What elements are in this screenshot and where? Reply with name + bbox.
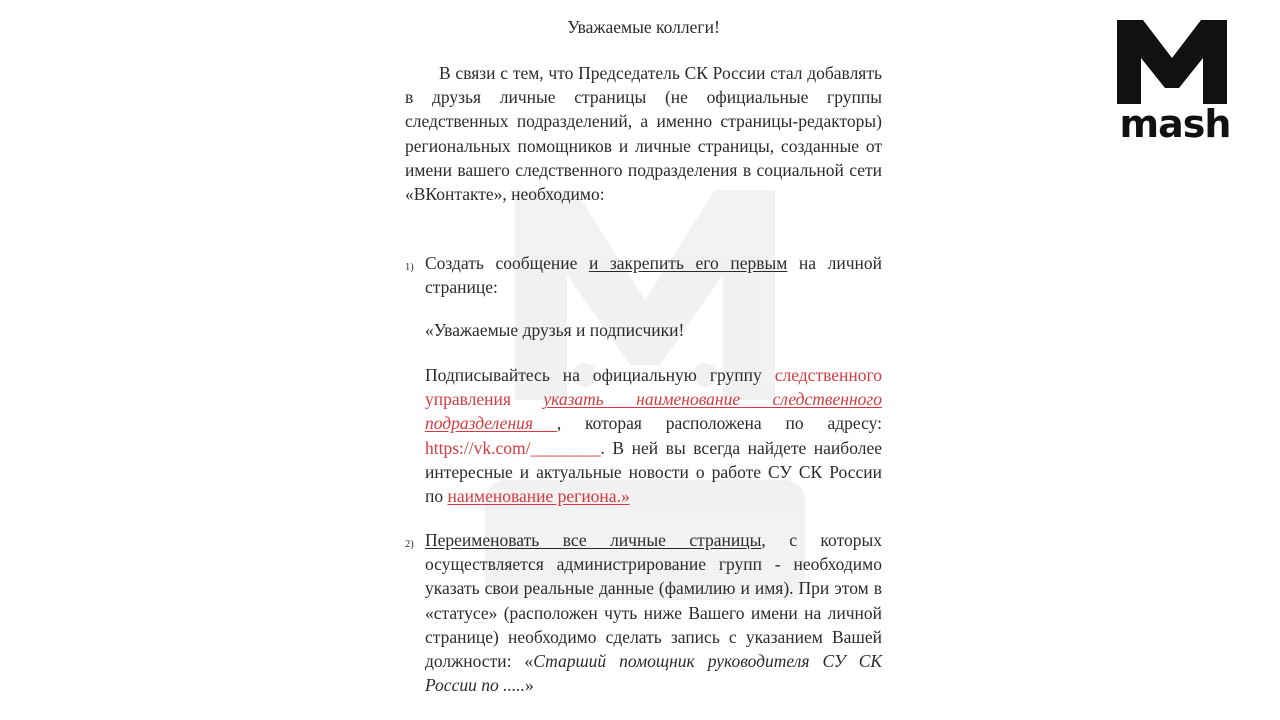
- document-page: [405, 0, 882, 720]
- item-2-text-end: »: [524, 675, 534, 696]
- quote-region-placeholder: наименование региона.»: [447, 486, 630, 507]
- quote-text-a: Подписывайтесь на официальную группу: [425, 365, 775, 385]
- quote-text-b: , которая расположена по адресу:: [556, 413, 882, 434]
- item-1-paragraph: [425, 251, 882, 299]
- item-1-text-a: Создать сообщение: [425, 253, 589, 273]
- item-2-paragraph: [425, 528, 882, 697]
- item-2-number: 2): [405, 539, 414, 550]
- item-1-text-b: на личной странице:: [425, 253, 882, 298]
- item-2-italic: Старший помощник руководителя СУ СК России по .....: [425, 651, 882, 696]
- quote-vk-link: https://vk.com/________: [425, 437, 601, 458]
- item-1-number: 1): [405, 262, 414, 273]
- item-1-underlined: и закрепить его первым: [588, 253, 788, 273]
- item-2-text-a: , с которых осуществляется администрирование групп - необходимо указать свои реальные данные (фамилию и имя). При этом в «статусе» (расположен чуть ниже Вашего имени на личной странице) необходимо сделать запись с указанием Вашей должности: «: [425, 530, 882, 672]
- quote-text-c: . В ней вы всегда найдете наиболее интересные и актуальные новости о работе СУ СК России по: [425, 437, 882, 507]
- item-2-underlined: Переименовать все личные страницы: [425, 530, 762, 550]
- quote-red-placeholder: указать наименование следственного подразделения: [425, 389, 882, 434]
- quote-paragraph: [425, 363, 882, 508]
- intro-paragraph: В связи с тем, что Председатель СК России стал добавлять в друзья личные страницы (не официальные группы следственных подразделений, а именно страницы-редакторы) региональных помощников и личные страницы, созданные от имени вашего следственного подразделения в социальной сети «ВКонтакте», необходимо:: [405, 63, 882, 205]
- document-title: Уважаемые коллеги!: [567, 17, 720, 37]
- mash-logo-text: mash: [1119, 102, 1231, 146]
- quote-greeting: «Уважаемые друзья и подписчики!: [425, 320, 685, 340]
- quote-red-unit: следственного управления: [425, 365, 882, 410]
